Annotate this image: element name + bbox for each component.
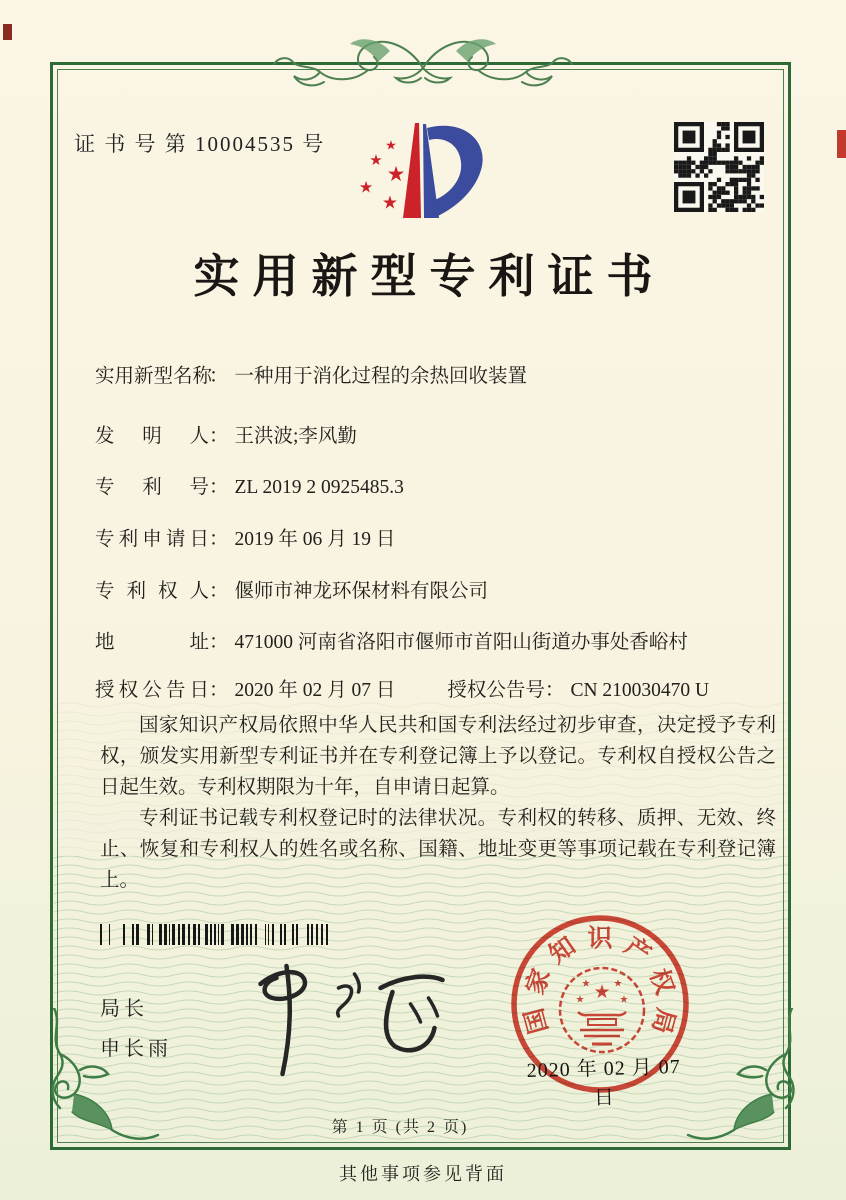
- field-value: ZL 2019 2 0925485.3: [234, 477, 404, 498]
- edge-mark-top-left: [3, 24, 12, 40]
- colon: ：: [209, 366, 229, 387]
- svg-text:国: 国: [520, 1005, 554, 1037]
- field-value: 2019 年 06 月 19 日: [234, 529, 396, 550]
- grant-number-label: 授权公告号: [447, 680, 545, 701]
- commissioner-name: 申长雨: [100, 1038, 172, 1060]
- svg-text:家: 家: [521, 965, 556, 999]
- field-inventor: [95, 420, 771, 448]
- legal-paragraph-2: 专利证书记载专利权登记时的法律状况。专利权的转移、质押、无效、终止、恢复和专利权人的姓名或名称、国籍、地址变更等事项记载在专利登记簿上。: [100, 808, 776, 891]
- star-icon: ★: [575, 994, 585, 1006]
- field-label: 专利申请日: [95, 529, 209, 550]
- gate-roof: [578, 1012, 626, 1015]
- back-side-note: 其他事项参见背面: [339, 1164, 507, 1184]
- top-scroll-ornament: [270, 24, 576, 96]
- field-value: 偃师市神龙环保材料有限公司: [234, 581, 489, 602]
- grant-date-value: 2020 年 02 月 07 日: [234, 680, 396, 701]
- star-icon: ★: [581, 978, 591, 990]
- colon: ：: [209, 477, 229, 498]
- cnipa-logo: [338, 110, 513, 240]
- field-name: [95, 360, 771, 388]
- national-emblem: [560, 968, 644, 1052]
- field-label: 实用新型名称: [95, 366, 213, 387]
- field-patentee: [95, 575, 771, 603]
- colon: ：: [209, 680, 229, 701]
- star-icon: ★: [593, 981, 611, 1003]
- colon: ：: [209, 529, 229, 550]
- gate-body: [588, 1019, 616, 1025]
- field-value: 一种用于消化过程的余热回收装置: [234, 366, 528, 387]
- barcode: [100, 924, 330, 948]
- commissioner-signature: [240, 958, 455, 1078]
- field-label: 发明人: [95, 426, 209, 447]
- star-icon: ★: [385, 138, 397, 154]
- logo-red-wedge: [403, 123, 421, 218]
- qr-code: [674, 122, 764, 212]
- legal-paragraph-1: 国家知识产权局依照中华人民共和国专利法经过初步审查，决定授予专利权，颁发实用新型专利证书并在专利登记簿上予以登记。专利权自授权公告之日起生效。专利权期限为十年，自申请日起算。: [100, 715, 776, 798]
- star-icon: ★: [613, 978, 623, 990]
- star-icon: ★: [619, 994, 629, 1006]
- grant-date-label: 授权公告日: [95, 680, 209, 701]
- field-grant: [95, 674, 771, 702]
- colon: ：: [209, 581, 229, 602]
- colon: ：: [544, 680, 565, 701]
- svg-text:产: 产: [619, 932, 656, 970]
- svg-text:局: 局: [646, 1005, 680, 1037]
- field-value: 王洪波;李风勤: [234, 426, 357, 447]
- colon: ：: [209, 632, 229, 653]
- colon: ：: [209, 426, 229, 447]
- field-filing-date: [95, 523, 771, 551]
- field-address: [95, 626, 771, 654]
- field-label: 地址: [95, 632, 209, 653]
- edge-mark-right: [837, 130, 846, 158]
- svg-text:权: 权: [644, 965, 679, 999]
- field-label: 专利权人: [95, 581, 209, 602]
- field-value: 471000 河南省洛阳市偃师市首阳山街道办事处香峪村: [234, 632, 688, 653]
- star-icon: ★: [381, 192, 399, 214]
- legal-text: [100, 710, 776, 896]
- grant-number-value: CN 210030470 U: [570, 680, 710, 701]
- star-icon: ★: [358, 177, 374, 197]
- page-number: 第 1 页 (共 2 页): [331, 1119, 469, 1136]
- field-patent-number: [95, 471, 771, 499]
- seal-date: 2020 年 02 月 07 日: [526, 1055, 681, 1110]
- gate-base: [580, 1030, 624, 1036]
- field-label: 专利号: [95, 477, 209, 498]
- svg-text:识: 识: [587, 925, 613, 953]
- star-icon: ★: [386, 162, 406, 186]
- star-icon: ★: [369, 151, 383, 169]
- svg-text:知: 知: [544, 932, 581, 970]
- certificate-title: 实用新型专利证书: [193, 251, 666, 302]
- certificate-number: 证 书 号 第 10004535 号: [74, 132, 326, 156]
- commissioner-title: 局长: [100, 998, 148, 1020]
